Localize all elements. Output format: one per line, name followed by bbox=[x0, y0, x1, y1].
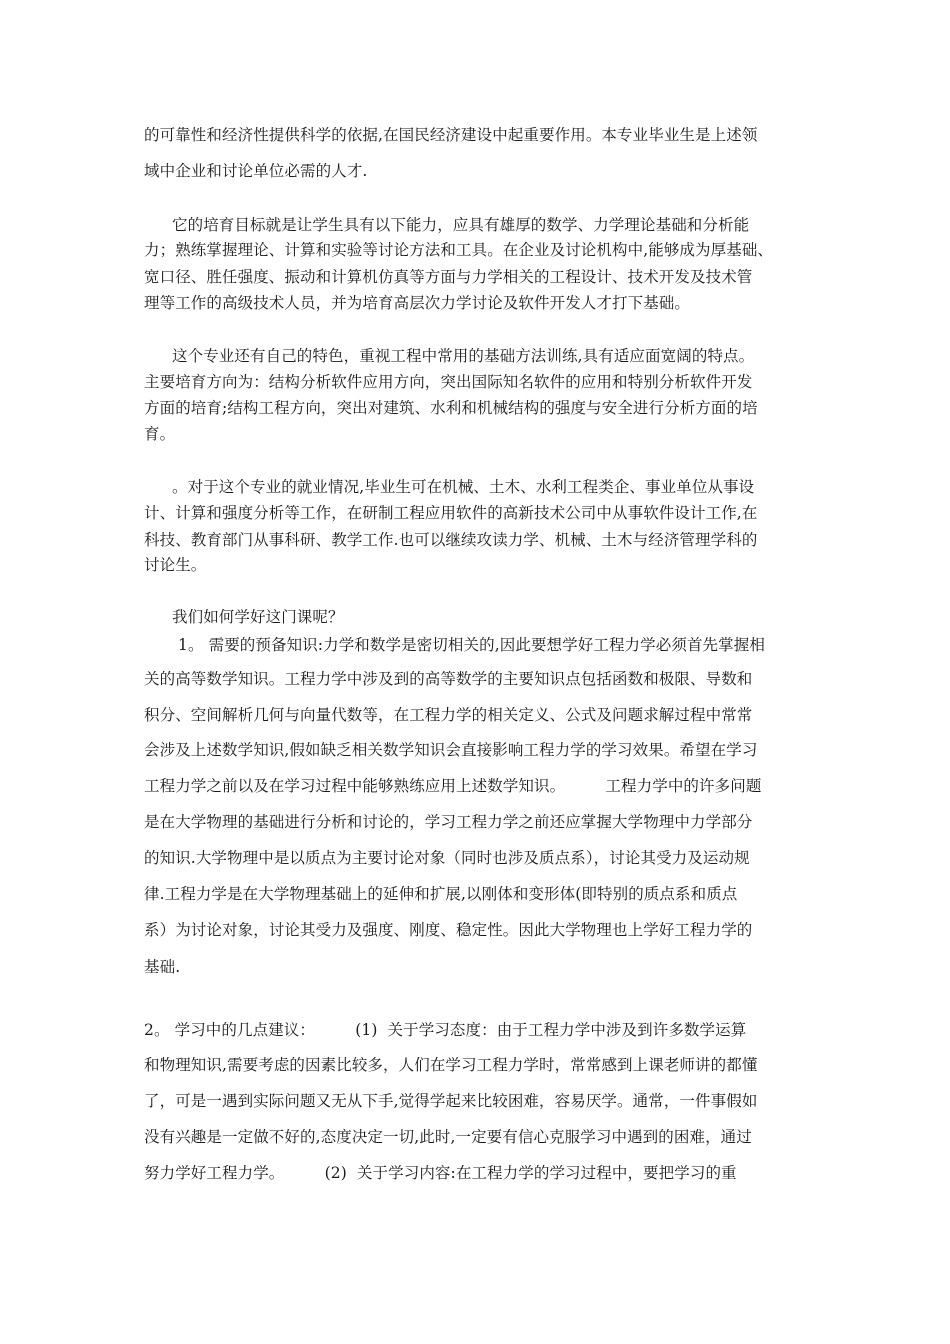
text-line: 讨论生。 bbox=[144, 556, 207, 574]
text-line: 科技、教育部门从事科研、教学工作.也可以继续攻读力学、机械、土木与经济管理学科的 bbox=[144, 531, 758, 549]
text-line: 1。 需要的预备知识:力学和数学是密切相关的,因此要想学好工程力学必须首先掌握相 bbox=[178, 636, 765, 654]
text-line: 会涉及上述数学知识,假如缺乏相关数学知识会直接影响工程力学的学习效果。希望在学习 bbox=[144, 741, 758, 759]
text-line: 育。 bbox=[144, 425, 176, 443]
text-line: 律.工程力学是在大学物理基础上的延伸和扩展,以刚体和变形体(即特别的质点系和质点 bbox=[144, 885, 738, 903]
text-line: 方面的培育;结构工程方向，突出对建筑、水利和机械结构的强度与安全进行分析方面的培 bbox=[144, 399, 758, 417]
text-line: 系）为讨论对象，讨论其受力及强度、刚度、稳定性。因此大学物理也上学好工程力学的 bbox=[144, 921, 753, 939]
text-line: 是在大学物理的基础进行分析和讨论的，学习工程力学之前还应掌握大学物理中力学部分 bbox=[144, 813, 753, 831]
text-line: 积分、空间解析几何与向量代数等，在工程力学的相关定义、公式及问题求解过程中常常 bbox=[144, 706, 753, 724]
text-line: 这个专业还有自己的特色，重视工程中常用的基础方法训练,具有适应面宽阔的特点。 bbox=[172, 347, 755, 365]
text-line: 2。 学习中的几点建议： (1) 关于学习态度：由于工程力学中涉及到许多数学运算 bbox=[144, 1021, 747, 1039]
text-line: 和物理知识,需要考虑的因素比较多，人们在学习工程力学时，常常感到上课老师讲的都懂 bbox=[144, 1056, 758, 1074]
text-line: 的可靠性和经济性提供科学的依据,在国民经济建设中起重要作用。本专业毕业生是上述领 bbox=[144, 126, 758, 144]
text-line: 主要培育方向为：结构分析软件应用方向，突出国际知名软件的应用和特别分析软件开发 bbox=[144, 373, 753, 391]
text-line: 域中企业和讨论单位必需的人才. bbox=[144, 162, 368, 180]
text-line: 的知识.大学物理中是以质点为主要讨论对象（同时也涉及质点系），讨论其受力及运动规 bbox=[144, 849, 750, 867]
text-line: 宽口径、胜任强度、振动和计算机仿真等方面与力学相关的工程设计、技术开发及技术管 bbox=[144, 268, 753, 286]
text-line: 没有兴趣是一定做不好的,态度决定一切,此时,一定要有信心克服学习中遇到的困难，通过 bbox=[144, 1128, 752, 1146]
text-line: 关的高等数学知识。工程力学中涉及到的高等数学的主要知识点包括函数和极限、导数和 bbox=[144, 670, 753, 688]
text-line: 计、计算和强度分析等工作，在研制工程应用软件的高新技术公司中从事软件设计工作,在 bbox=[144, 504, 758, 522]
text-line: 它的培育目标就是让学生具有以下能力，应具有雄厚的数学、力学理论基础和分析能 bbox=[172, 216, 750, 234]
text-line: 努力学好工程力学。 (2) 关于学习内容:在工程力学的学习过程中，要把学习的重 bbox=[144, 1164, 737, 1182]
text-line: 工程力学之前以及在学习过程中能够熟练应用上述数学知识。 工程力学中的许多问题 bbox=[144, 777, 762, 795]
text-line: 了，可是一遇到实际问题又无从下手,觉得学起来比较困难，容易厌学。通常，一件事假如 bbox=[144, 1092, 758, 1110]
text-line: 我们如何学好这门课呢？ bbox=[172, 608, 344, 626]
text-line: 理等工作的高级技术人员，并为培育高层次力学讨论及软件开发人才打下基础。 bbox=[144, 294, 691, 312]
text-line: 。对于这个专业的就业情况,毕业生可在机械、土木、水利工程类企、事业单位从事设 bbox=[172, 478, 755, 496]
text-line: 力；熟练掌握理论、计算和实验等讨论方法和工具。在企业及讨论机构中,能够成为厚基础、 bbox=[144, 241, 774, 259]
text-line: 基础. bbox=[144, 958, 181, 976]
